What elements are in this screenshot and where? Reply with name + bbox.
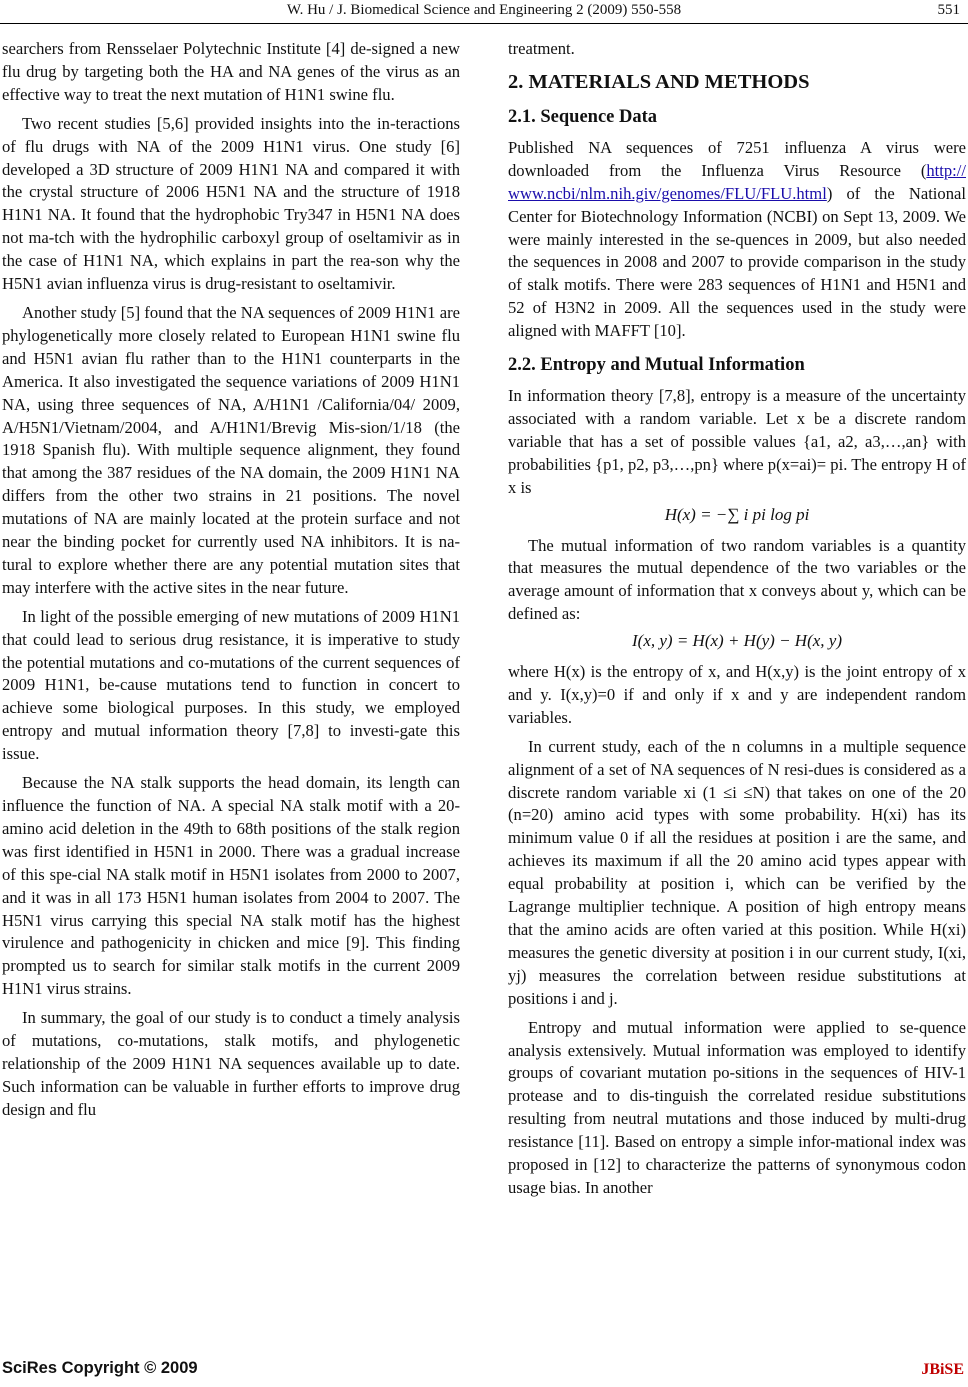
paragraph: In summary, the goal of our study is to conduct a timely analysis of mutations, co-mutations, stalk motifs, and phylogenetic relationship of the 2009 H1N1 NA sequences available up to date. Such information can be valuable in further efforts to improve drug design and flu (2, 1008, 460, 1119)
paragraph: Entropy and mutual information were applied to se-quence analysis extensively. Mutual information was employed to identify groups of covariant mutation po-sitions in the sequences of HIV-1 protease and to dis-tinguish the correlated residue substitutions resulting from neutral mutations and those induced by multi-drug resistance [11]. Based on entropy a simple infor-mational index was proposed in [12] to characterize the patterns of synonymous codon usage bias. In another (508, 1017, 966, 1197)
paragraph: In light of the possible emerging of new mutations of 2009 H1N1 that could lead to serious drug resistance, it is imperative to study the potential mutations and co-mutations of the current sequences of 2009 H1N1, be-cause mutations tend to function in concert to achieve some biological purposes. In this study, we employed entropy and mutual information theory [7,8] to investi-gate this issue. (2, 606, 460, 764)
paragraph: The mutual information of two random variables is a quantity that measures the mutual dependence of the two variables or the average amount of information that x conveys about y, which can be defined as: (508, 535, 966, 624)
paragraph: In current study, each of the n columns in a multiple sequence alignment of a set of NA sequences of N resi-dues is considered as a discrete random variable xi (1 ≤i ≤N) that takes on one of the 20 (n=20) amino acid types with some probability. H(xi) has its minimum value 0 if all the residues at position i are the same, and achieves its maximum if all the 20 amino acid types appear with equal probability at position i, which can be verified by the Lagrange multiplier technique. A position of high entropy means that the amino acids are often varied at this position. While H(xi) measures the genetic diversity at position i in our current study, I(xi, yj) measures the correlation between residue substitutions at positions i and j. (508, 736, 966, 1008)
paragraph: treatment. (508, 39, 575, 58)
paragraph: Because the NA stalk supports the head domain, its length can influence the function of NA. A special NA stalk motif with a 20-amino acid deletion in the 49th to 68th positions of the stalk region was first identified in H5N1 in 2000. There was a gradual increase of this spe-cial NA stalk motif in H5N1 isolates from 2000 to 2007, and it was in all 173 H5N1 human isolates from 2004 to 2007. The H5N1 virus carrying this special NA stalk motif has the highest virulence and pathogenicity in chicken and mice [9]. This finding prompted us to search for similar stalk motifs in the current 2009 H1N1 virus strains. (2, 773, 460, 999)
entropy-equation: H(x) = −∑ i pi log pi (664, 504, 810, 524)
journal-logo: JBiSE (921, 1361, 964, 1378)
paragraph-text: ) of the National Center for Biotechnology Information (NCBI) on Sept 13, 2009. We were mainly interested in the se-quences in 2009, but also needed the sequences in 2008 and 2007 to provide comparison in the study of stalk motifs. There were 283 sequences of H1N1 and H5N1 and 52 of H3N2 in 2009. All the sequences used in the study were aligned with MAFFT [10]. (508, 183, 966, 341)
paragraph: Two recent studies [5,6] provided insights into the in-teractions of flu drugs with NA of the 2009 H1N1 virus. One study [6] developed a 3D structure of 2009 H1N1 NA and compared it with the crystal structure of 2006 H5N1 NA and the structure of 1918 H1N1 NA. It found that the hydrophobic Try347 in H5N1 NA does not ma-tch with the hydrophilic carboxyl group of oseltamivir as in the case of H1N1 NA, which explains in part the rea-son why the H5N1 avian influenza virus is drug-resistant to oseltamivir. (2, 113, 460, 294)
running-head: W. Hu / J. Biomedical Science and Engineering 2 (2009) 550-558 (286, 2, 682, 18)
page-header (0, 0, 968, 26)
header-rule (0, 23, 968, 24)
section-heading: 2. MATERIALS AND METHODS (508, 70, 810, 93)
right-column (508, 38, 966, 1200)
copyright-notice: SciRes Copyright © 2009 (2, 1359, 198, 1377)
mutual-information-equation: I(x, y) = H(x) + H(y) − H(x, y) (632, 631, 842, 651)
page-number: 551 (937, 2, 960, 18)
subsection-heading: 2.2. Entropy and Mutual Information (508, 355, 805, 376)
paragraph-text: Published NA sequences of 7251 influenza A virus were downloaded from the Influenza Virus Resource ( (508, 137, 966, 180)
paragraph (508, 137, 966, 343)
paragraph: where H(x) is the entropy of x, and H(x,y) is the joint entropy of x and y. I(x,y)=0 if and only if x and y are independent random variables. (508, 662, 966, 727)
left-column (2, 38, 460, 1122)
ncbi-link[interactable]: http:// www.ncbi/nlm.nih.giv/genomes/FLU/FLU.html (508, 160, 966, 203)
paragraph: In information theory [7,8], entropy is a measure of the uncertainty associated with a random variable. Let x be a discrete random variable that has a set of possible values {a1, a2, a3,…,an} with probabilities {p1, p2, p3,…,pn} where p(x=ai)= pi. The entropy H of x is (508, 386, 966, 497)
paragraph: Another study [5] found that the NA sequences of 2009 H1N1 are phylogenetically more closely related to European H1N1 swine flu and H5N1 avian flu rather than to the H1N1 counterparts in the America. It also investigated the sequence variations of 2009 H1N1 NA, using three sequences of NA, A/H1N1 /California/04/ 2009, A/H5N1/Vietnam/2004, and A/H1N1/Brevig Mis-sion/1/18 (the 1918 Spanish flu). With multiple sequence alignment, they found that among the 387 residues of the NA domain, the 2009 H1N1 NA differs from the other two strains in 21 positions. The novel mutations of NA are mainly located at the protein surface and not near the binding pocket for currently used NA inhibitors. It is na-tural to explore whether there are any potential mutation sites that may interfere with the active sites in the near future. (2, 302, 460, 597)
page-footer (0, 1355, 968, 1385)
subsection-heading: 2.1. Sequence Data (508, 106, 658, 127)
paragraph: searchers from Rensselaer Polytechnic Institute [4] de-signed a new flu drug by targeting both the HA and NA genes of the virus as an effective way to treat the next mutation of H1N1 swine flu. (2, 39, 460, 104)
